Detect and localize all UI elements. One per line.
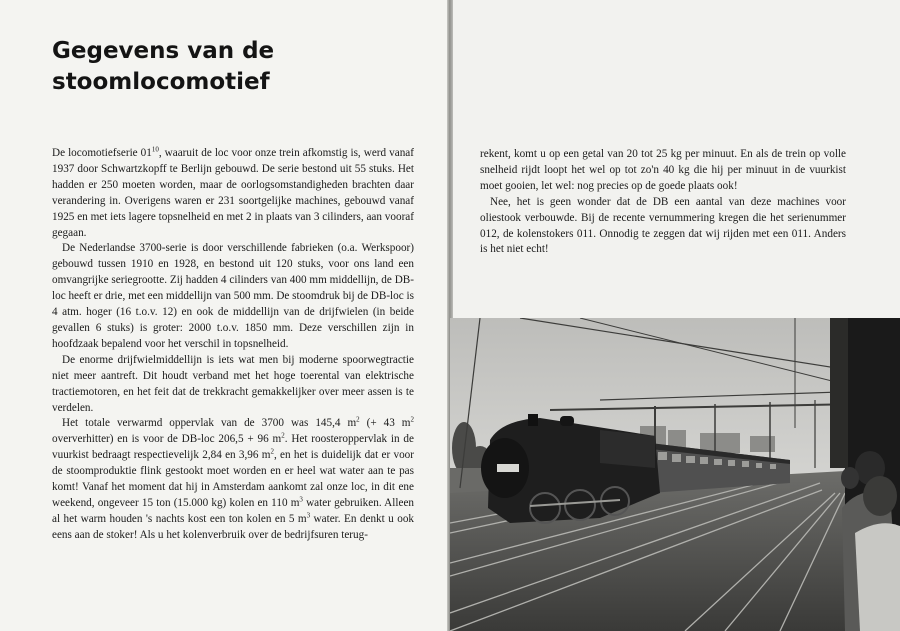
steam-train-photo — [450, 318, 900, 631]
paragraph-dutch-3700-series: De Nederlandse 3700-serie is door verschillende fabrieken (o.a. Werkspoor) gebouwd tussen 1910 en 1928, en bestond uit 120 stuks, voor ons land een omvangrijke seriegrootte. Zij hadden 4 cilinders van 400 mm middellijn, de DB-loc heeft er drie, met een middellijn van 500 mm. De stoomdruk bij de DB-loc is 4 atm. hoger (16 t.o.v. 12) en ook de middellijn van de drijfwielen (in beide gevallen 6 stuks) is groter: 2000 t.o.v. 1850 mm. Deze verschillen zijn in hoofdzaak bepalend voor het verschil in topsnelheid. — [52, 242, 414, 350]
paragraph-heating-surface: Het totale verwarmd oppervlak van de 3700 was 145,4 $m^2$ (+ 43 $m^2$ oververhitter) en is voor de DB-loc 206,5 + 96 $m^2$. Het roosteroppervlak in de vuurkist bedraagt respectievelijk 2,84 en 3,96 $m^2$, en het is duidelijk dat er voor de stoomproduktie flink gestookt moet worden en er heel wat water aan te pas komt! Vanaf het moment dat hij in Amsterdam aankomt zal onze loc, in dit ene weekend, ongeveer 15 ton (15.000 kg) kolen en 110 $m^3$ water gebruiken. Alleen al het warm houden 's nachts kost een ton kolen en 5 $m^3$ water. En denkt u ook eens aan de stoker! Als u het kolenverbruik over de bedrijfsuren terug- — [52, 415, 415, 541]
right-text-column — [480, 147, 846, 258]
paragraph-coal-consumption: rekent, komt u op een getal van 20 tot 25 kg per minuut. En als de trein op volle snelheid rijdt loopt het wel op tot zo'n 40 kg die hij per minuut in de vuurkist moet gooien, let wel: nog precies op de goede plaats ook! — [480, 148, 846, 192]
paragraph-driving-wheels: De enorme drijfwielmiddellijn is iets wat men bij moderne spoorwegtractie niet meer aantreft. Dit houdt verband met het hoge toerental van elektrische tractiemotoren, en het feit dat de trekkracht gemakkelijker over meer assen is te verdelen. — [52, 353, 414, 414]
paragraph-oil-firing: Nee, het is geen wonder dat de DB een aantal van deze machines voor oliestook verbouwde. Bij de recente vernummering kregen die het serienummer 012, de kolenstokers 011. Onnodig te zeggen dat wij rijden met een 011. Anders is het niet echt! — [480, 195, 846, 256]
page-title: Gegevens van de stoomlocomotief — [52, 38, 275, 95]
paragraph-locomotive-series: De locomotiefserie $01^{10}$, waaruit de loc voor onze trein afkomstig is, werd vanaf 1937 door Schwartzkopff te Berlijn gebouwd. De serie bestond uit 55 stuks. Het hadden er 250 moeten worden, maar de oorlogsomstandigheden brachten daar verandering in. Overigens waren er 231 soortgelijke machines, gebouwd vanaf 1925 en met iets lagere topsnelheid en met 2 in plaats van 3 cilinders, aan vooraf gegaan. — [52, 145, 414, 239]
show-through-heading — [730, 42, 850, 61]
left-text-column — [52, 146, 414, 544]
steam-train-illustration — [450, 318, 900, 631]
